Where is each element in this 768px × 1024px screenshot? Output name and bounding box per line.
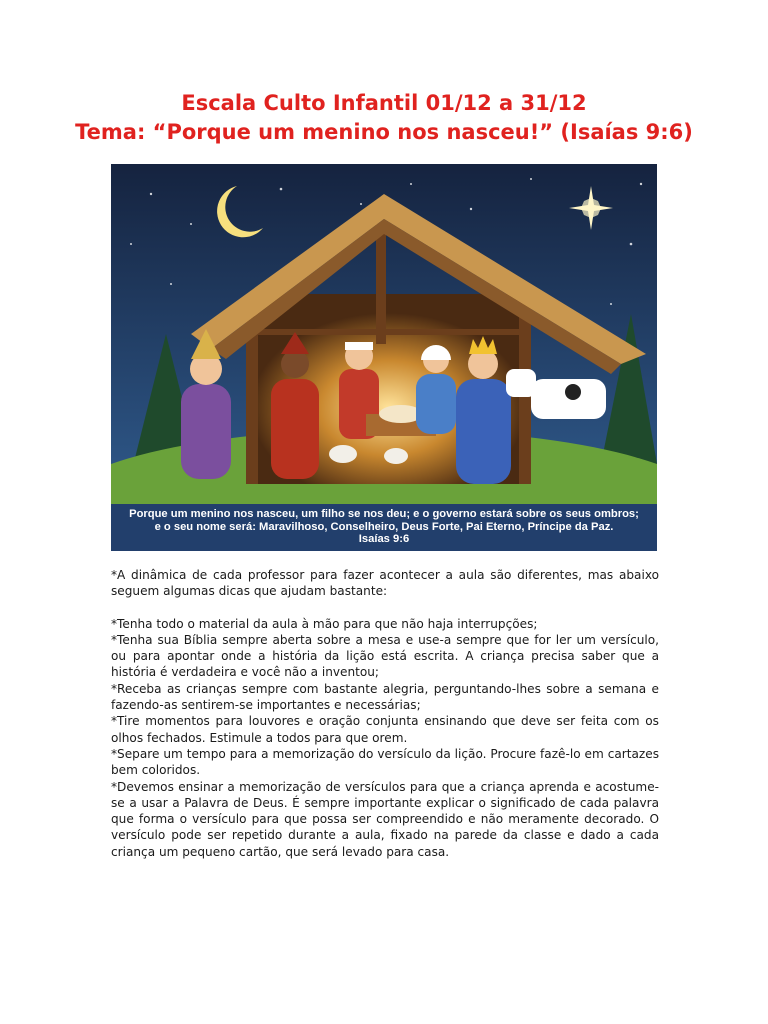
document-body [111, 567, 659, 860]
document-theme: Tema: “Porque um menino nos nasceu!” (Isaías 9:6) [75, 120, 693, 144]
nativity-illustration [111, 164, 657, 551]
tip-item: *Receba as crianças sempre com bastante alegria, perguntando-lhes sobre a semana e fazendo-as sentirem-se importantes e necessárias; [111, 681, 659, 713]
tip-item: *Tire momentos para louvores e oração conjunta ensinando que deve ser feita com os olhos fechados. Estimule a todos para que orem. [111, 714, 659, 745]
nativity-scene-image [111, 164, 657, 504]
document-title: Escala Culto Infantil 01/12 a 31/12 [181, 91, 587, 115]
verse-caption-line: e o seu nome será: Maravilhoso, Conselheiro, Deus Forte, Pai Eterno, Príncipe da Paz. [154, 520, 614, 533]
tip-item: *Devemos ensinar a memorização de versículos para que a criança aprenda e acostume-se a usar a Palavra de Deus. É sempre importante explicar o significado de cada palavra que forma o versículo para que possa ser compreendido e não meramente decorado. O versículo pode ser repetido durante a aula, fixado na parede da classe e dado a cada criança um pequeno cartão, que será levado para casa. [111, 779, 659, 859]
figure-mary [416, 345, 456, 434]
verse-caption-line: Porque um menino nos nasceu, um filho se nos deu; e o governo estará sobre os seus ombros; [129, 508, 639, 520]
tip-item: *Separe um tempo para a memorização do versículo da lição. Procure fazê-lo em cartazes bem coloridos. [111, 746, 659, 778]
tip-item: *Tenha sua Bíblia sempre aberta sobre a mesa e use-a sempre que for ler um versículo, ou para apontar onde a história da lição está escrita. A criança precisa saber que a história é verdadeira e você não a inventou; [111, 632, 659, 680]
verse-caption [111, 504, 657, 551]
intro-paragraph: *A dinâmica de cada professor para fazer acontecer a aula são diferentes, mas abaixo seguem algumas dicas que ajudam bastante: [111, 568, 659, 599]
verse-reference: Isaías 9:6 [358, 533, 410, 546]
tip-item: *Tenha todo o material da aula à mão para que não haja interrupções; [111, 616, 538, 631]
